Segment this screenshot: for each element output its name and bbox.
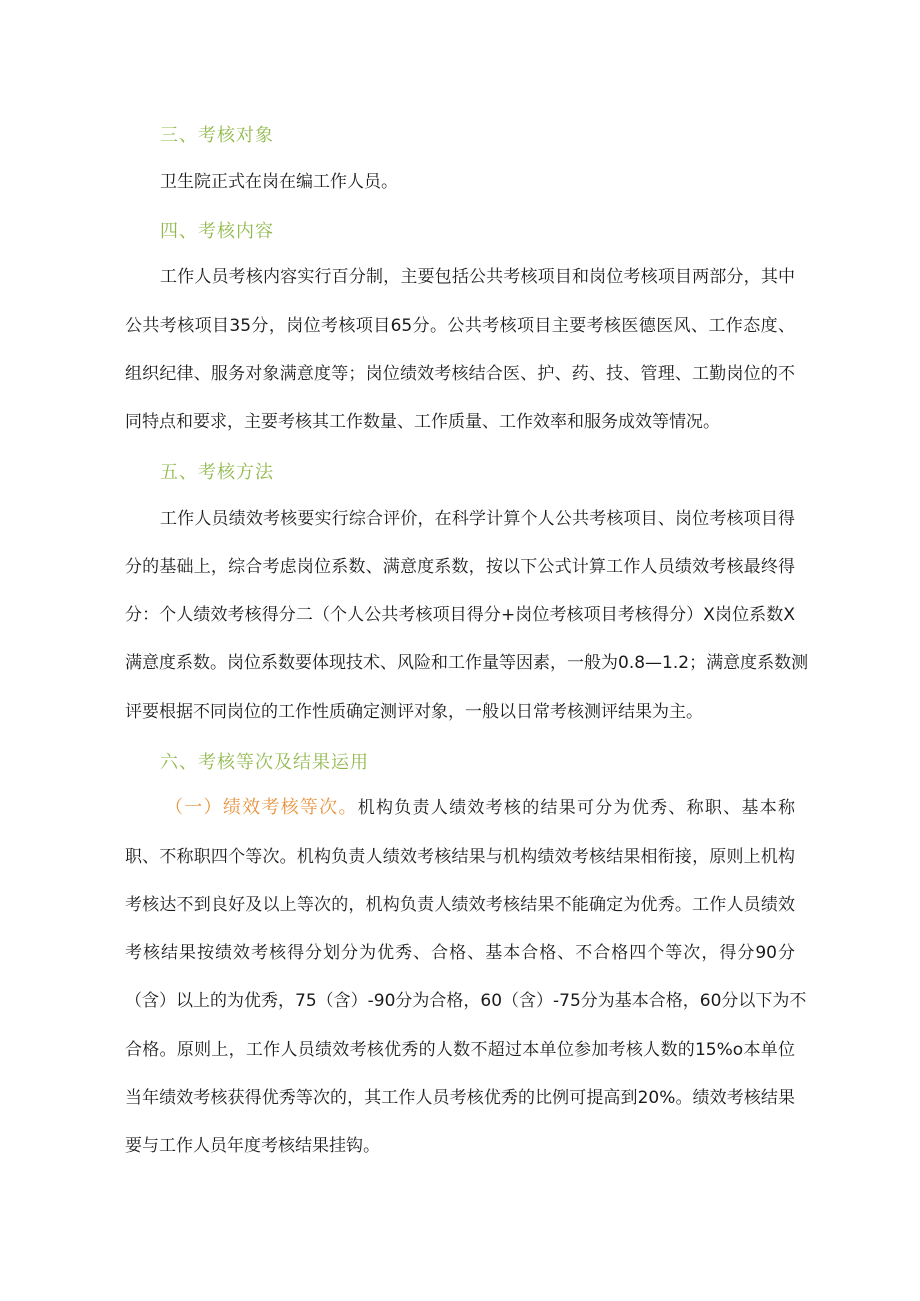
section-3-heading: 三、考核对象 bbox=[160, 125, 274, 146]
section-5-line: 满意度系数。岗位系数要体现技术、风险和工作量等因素，一般为0.8—1.2；满意度系数测 bbox=[125, 653, 809, 673]
section-6-line: 考核达不到良好及以上等次的，机构负责人绩效考核结果不能确定为优秀。工作人员绩效 bbox=[125, 895, 795, 915]
section-6-line: 当年绩效考核获得优秀等次的，其工作人员考核优秀的比例可提高到20%。绩效考核结果 bbox=[125, 1088, 795, 1108]
section-5-heading: 五、考核方法 bbox=[160, 462, 274, 483]
section-6-first-text: 机构负责人绩效考核的结果可分为优秀、称职、基本称 bbox=[357, 798, 796, 818]
section-6-line bbox=[165, 796, 795, 820]
section-6-line: 合格。原则上，工作人员绩效考核优秀的人数不超过本单位参加考核人数的15%o本单位 bbox=[125, 1040, 795, 1060]
section-3-body: 卫生院正式在岗在编工作人员。 bbox=[160, 172, 398, 192]
section-4-line: 同特点和要求，主要考核其工作数量、工作质量、工作效率和服务成效等情况。 bbox=[125, 412, 720, 432]
section-5-line: 分：个人绩效考核得分二（个人公共考核项目得分+岗位考核项目考核得分）X岗位系数X bbox=[125, 605, 795, 625]
section-6-line: 要与工作人员年度考核结果挂钩。 bbox=[125, 1136, 380, 1156]
section-4-line: 组织纪律、服务对象满意度等；岗位绩效考核结合医、护、药、技、管理、工勤岗位的不 bbox=[125, 364, 795, 384]
subsection-label: （一）绩效考核等次。 bbox=[165, 797, 358, 818]
section-6-line: （含）以上的为优秀，75（含）-90分为合格，60（含）-75分为基本合格，60分以下为不 bbox=[125, 991, 807, 1011]
section-5-line: 分的基础上，综合考虑岗位系数、满意度系数，按以下公式计算工作人员绩效考核最终得 bbox=[125, 557, 795, 577]
section-5-line: 评要根据不同岗位的工作性质确定测评对象，一般以日常考核测评结果为主。 bbox=[125, 702, 703, 722]
section-4-line: 公共考核项目35分，岗位考核项目65分。公共考核项目主要考核医德医风、工作态度、 bbox=[125, 316, 795, 336]
section-6-line: 职、不称职四个等次。机构负责人绩效考核结果与机构绩效考核结果相衔接，原则上机构 bbox=[125, 847, 795, 867]
section-4-heading: 四、考核内容 bbox=[160, 221, 274, 242]
section-6-heading: 六、考核等次及结果运用 bbox=[160, 752, 369, 773]
section-5-line: 工作人员绩效考核要实行综合评价，在科学计算个人公共考核项目、岗位考核项目得 bbox=[160, 509, 795, 529]
section-6-line: 考核结果按绩效考核得分划分为优秀、合格、基本合格、不合格四个等次，得分90分 bbox=[125, 943, 795, 963]
section-4-line: 工作人员考核内容实行百分制，主要包括公共考核项目和岗位考核项目两部分，其中 bbox=[160, 267, 795, 287]
